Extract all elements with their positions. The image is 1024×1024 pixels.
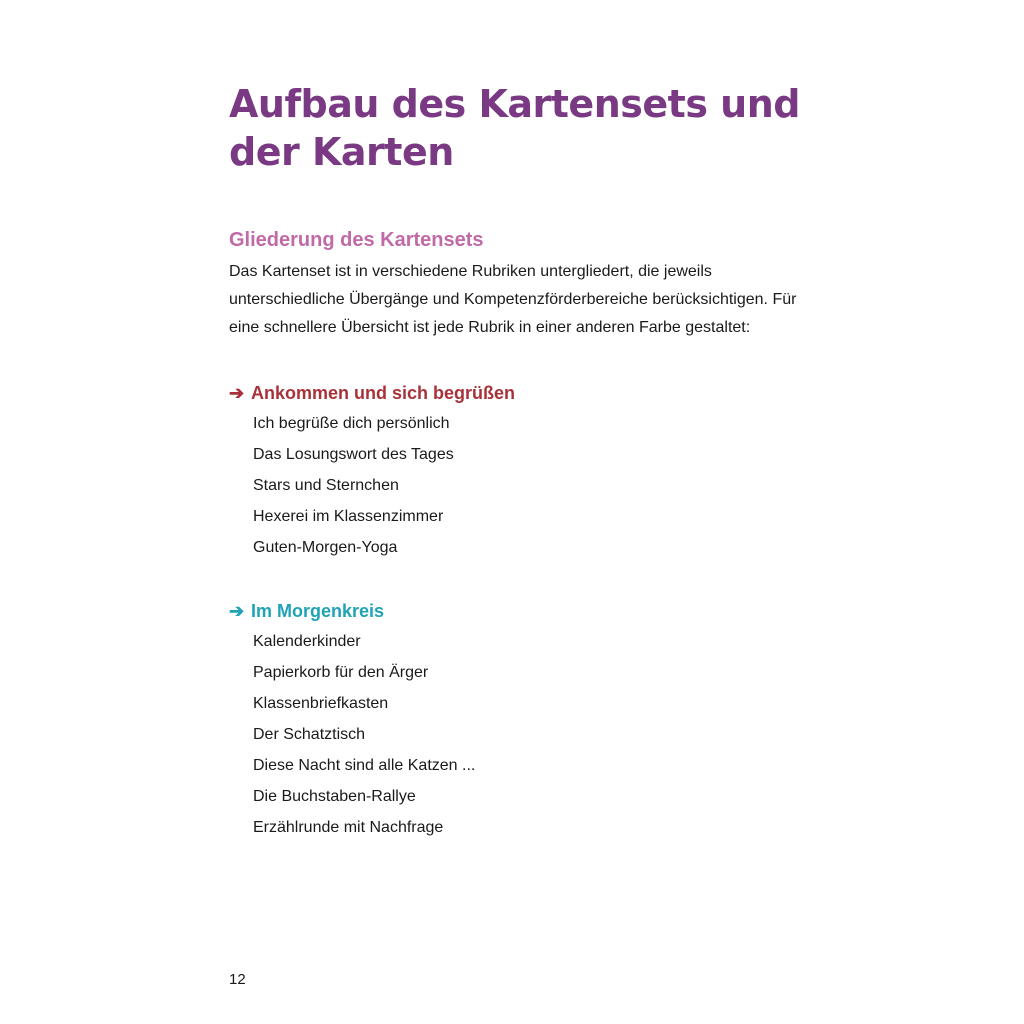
list-item: Das Losungswort des Tages [253,446,454,463]
arrow-right-icon: ➔ [229,383,245,403]
list-item: Klassenbriefkasten [253,695,389,712]
list-item: Papierkorb für den Ärger [253,664,429,681]
list-item: Die Buchstaben-Rallye [253,788,416,805]
rubric-morgenkreis [229,596,475,843]
section-subtitle: Gliederung des Kartensets [229,229,484,251]
page-title: Aufbau des Kartensets und der Karten [229,82,800,174]
intro-paragraph: Das Kartenset ist in verschiedene Rubriken untergliedert, die jeweils unterschiedliche Übergänge und Kompetenzförderbereiche berücksichtigen. Für eine schnellere Übersicht ist jede Rubrik in einer anderen Farbe gestaltet: [229,263,797,336]
list-item: Erzählrunde mit Nachfrage [253,819,444,836]
rubric-heading-label: Im Morgenkreis [251,600,385,621]
rubric-heading-label: Ankommen und sich begrüßen [251,382,516,403]
rubric-heading [229,596,475,626]
list-item: Ich begrüße dich persönlich [253,415,450,432]
rubric-item-list [229,626,475,843]
rubric-heading [229,378,515,408]
list-item: Hexerei im Klassenzimmer [253,508,444,525]
list-item: Kalenderkinder [253,633,361,650]
list-item: Guten-Morgen-Yoga [253,539,398,556]
list-item: Diese Nacht sind alle Katzen ... [253,757,476,774]
rubric-ankommen [229,378,515,563]
list-item: Der Schatztisch [253,726,366,743]
list-item: Stars und Sternchen [253,477,399,494]
rubric-item-list [229,408,515,563]
page-number: 12 [229,971,246,988]
arrow-right-icon: ➔ [229,601,245,621]
